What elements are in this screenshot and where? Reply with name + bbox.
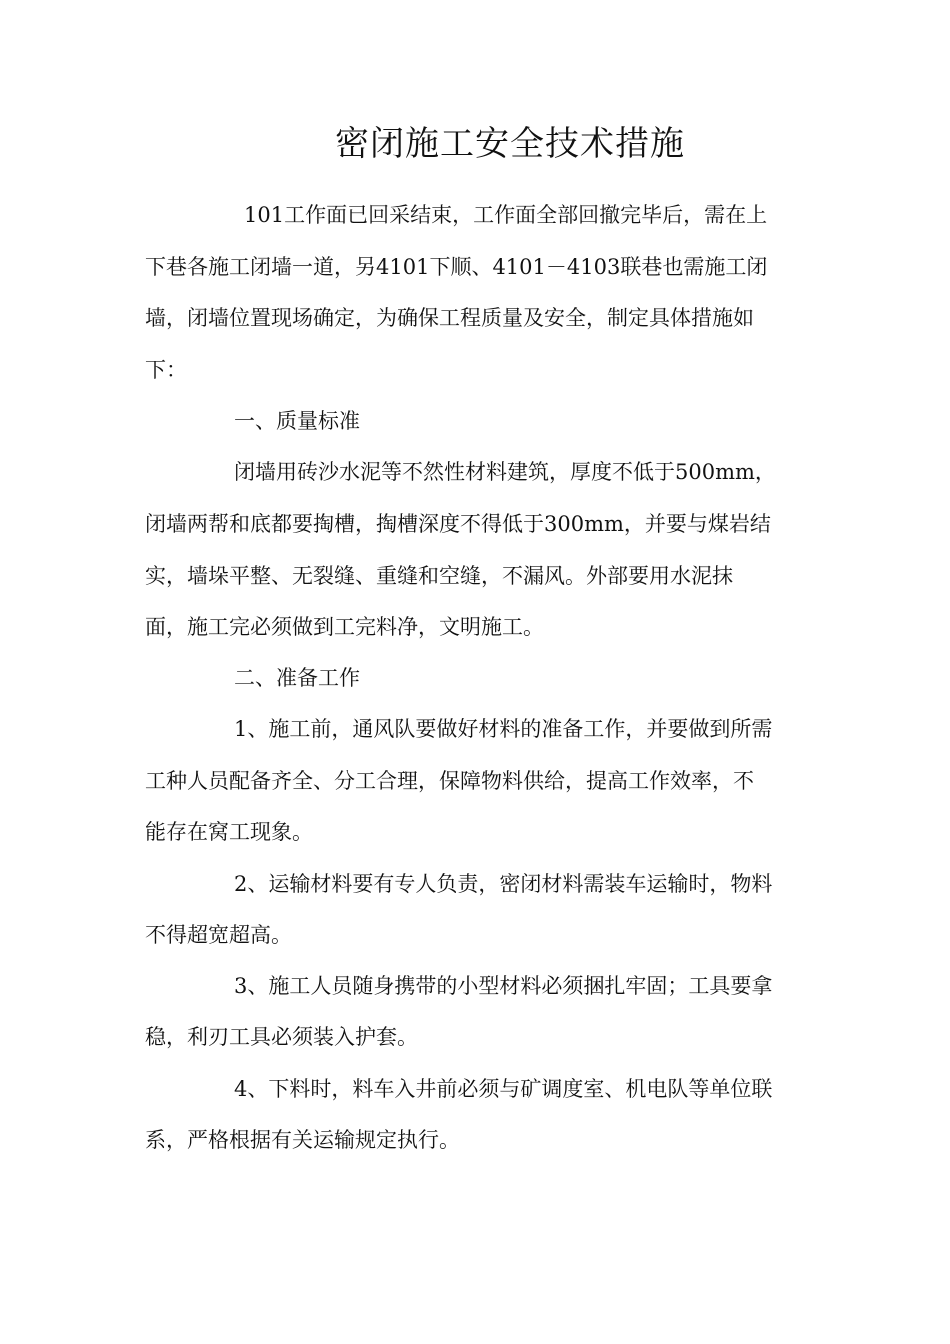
- paragraph-line: 系，严格根据有关运输规定执行。: [145, 1128, 460, 1152]
- paragraph-line: 1、施工前，通风队要做好材料的准备工作，并要做到所需: [234, 717, 773, 741]
- paragraph-line: 闭墙两帮和底都要掏槽，掏槽深度不得低于300mm，并要与煤岩结: [145, 512, 771, 536]
- paragraph-line: 3、施工人员随身携带的小型材料必须捆扎牢固；工具要拿: [234, 974, 773, 998]
- paragraph-line: 2、运输材料要有专人负责，密闭材料需装车运输时，物料: [234, 872, 773, 896]
- paragraph-line: 下巷各施工闭墙一道，另4101下顺、4101－4103联巷也需施工闭: [145, 255, 768, 279]
- paragraph-line: 下：: [145, 358, 187, 382]
- paragraph-line: 闭墙用砖沙水泥等不然性材料建筑，厚度不低于500mm，: [234, 460, 776, 484]
- paragraph-line: 101工作面已回采结束，工作面全部回撤完毕后，需在上: [244, 203, 768, 227]
- paragraph-line: 稳，利刃工具必须装入护套。: [145, 1025, 418, 1049]
- paragraph-line: 面，施工完必须做到工完料净，文明施工。: [145, 615, 544, 639]
- section-heading: 一、质量标准: [234, 409, 360, 433]
- paragraph-line: 4、下料时，料车入井前必须与矿调度室、机电队等单位联: [234, 1077, 773, 1101]
- paragraph-line: 能存在窝工现象。: [145, 820, 313, 844]
- document-title: 密闭施工安全技术措施: [335, 124, 685, 164]
- paragraph-line: 不得超宽超高。: [145, 923, 292, 947]
- paragraph-line: 实，墙垛平整、无裂缝、重缝和空缝，不漏风。外部要用水泥抹: [145, 564, 733, 588]
- paragraph-line: 工种人员配备齐全、分工合理，保障物料供给，提高工作效率，不: [145, 769, 754, 793]
- paragraph-line: 墙，闭墙位置现场确定，为确保工程质量及安全，制定具体措施如: [145, 306, 754, 330]
- section-heading: 二、准备工作: [234, 666, 360, 690]
